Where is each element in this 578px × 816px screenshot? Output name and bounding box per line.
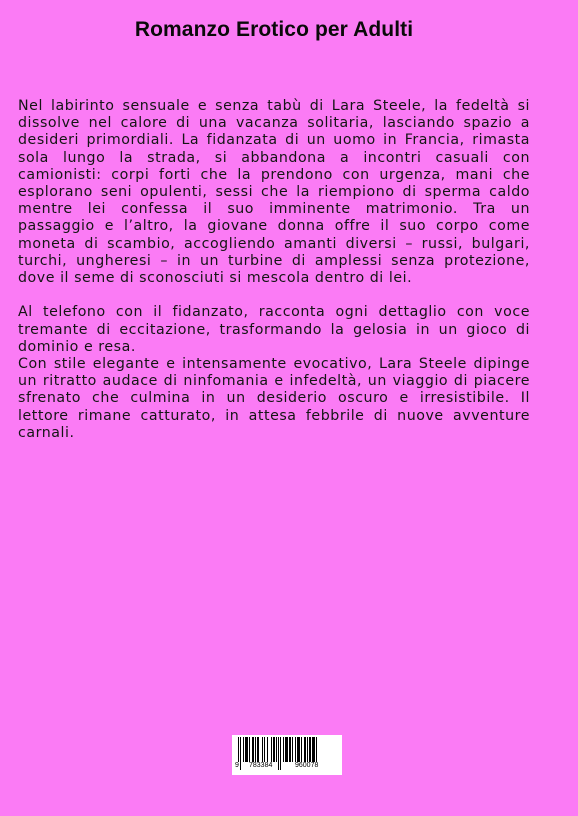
- blurb-paragraph-2: Al telefono con il fidanzato, racconta ogni dettaglio con voce tremante di eccitazione, trasformando la gelosia in un gioco di dominio e resa.: [18, 304, 530, 355]
- barcode-lead-digit: 9: [235, 762, 239, 769]
- blurb-paragraph-3: Con stile elegante e intensamente evocativo, Lara Steele dipinge un ritratto audace di ninfomania e infedeltà, un viaggio di piacere sfrenato che culmina in un desiderio oscuro e irresistibile. Il lettore rimane catturato, in attesa febbrile di nuove avventure carnali.: [18, 356, 530, 441]
- isbn-barcode: [232, 735, 342, 775]
- barcode-right-digits: 960078: [295, 762, 319, 769]
- back-cover-blurb: [18, 98, 530, 442]
- blurb-paragraph-1: Nel labirinto sensuale e senza tabù di Lara Steele, la fedeltà si dissolve nel calore di una vacanza solitaria, lasciando spazio a desideri primordiali. La fidanzata di un uomo in Francia, rimasta sola lungo la strada, si abbandona a incontri casuali con camionisti: corpi forti che la prendono con urgenza, mani che esplorano seni opulenti, sessi che la riempiono di sperma caldo mentre lei confessa il suo imminente matrimonio. Tra un passaggio e l’altro, la giovane donna offre il suo corpo come moneta di scambio, accogliendo amanti diversi – russi, bulgari, turchi, ungheresi – in un turbine di amplessi senza protezione, dove il seme di sconosciuti si mescola dentro di lei.: [18, 98, 530, 287]
- barcode-left-digits: 783384: [249, 762, 273, 769]
- book-title: Romanzo Erotico per Adulti: [134, 18, 414, 41]
